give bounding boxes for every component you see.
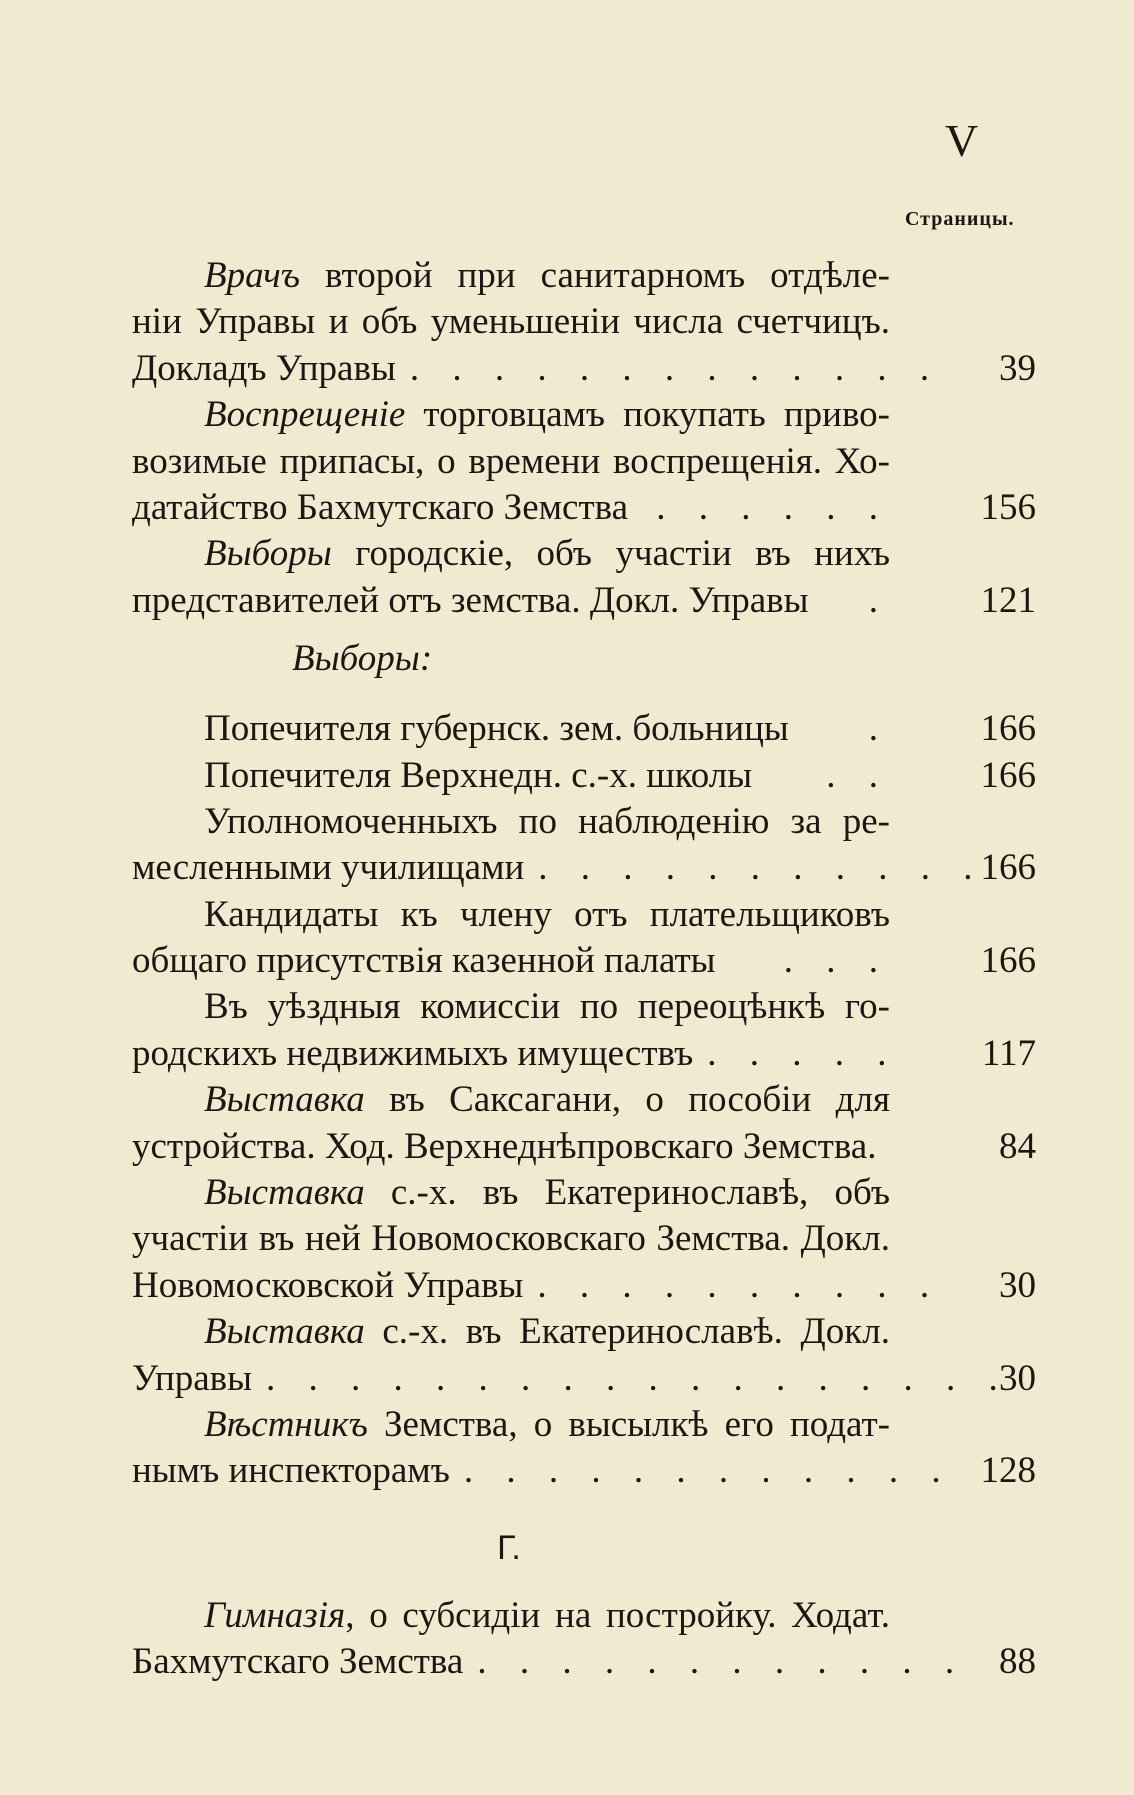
entry-line bbox=[132, 1356, 1036, 1402]
page-reference: 166 bbox=[980, 940, 1036, 982]
entry-text-body: ніи Управы и объ уменьшеніи числа счетчицъ. bbox=[132, 301, 890, 343]
entry-line bbox=[132, 1216, 1036, 1262]
dot-leader: . bbox=[868, 708, 890, 750]
entry-text-body: торговцамъ покупать приво- bbox=[405, 394, 890, 436]
entry-line bbox=[132, 984, 1036, 1030]
entry-text-body: городскіе, объ участіи въ нихъ bbox=[331, 533, 890, 575]
entry-text bbox=[132, 1593, 890, 1639]
page-reference: 166 bbox=[980, 847, 1036, 889]
entry-keyword: Выборы bbox=[204, 533, 332, 575]
entry-text-body: Попечителя губернск. зем. больницы bbox=[204, 708, 789, 750]
entry-text-body: Земства, о высылкѣ его подат- bbox=[367, 1403, 890, 1445]
entry-text-body: возимые припасы, о времени воспрещенія. Хо- bbox=[132, 440, 890, 482]
dot-leader: . . . bbox=[783, 940, 890, 982]
entry-line bbox=[132, 892, 1036, 938]
index-entry bbox=[132, 1402, 1036, 1495]
section-letter: Г. bbox=[497, 1528, 521, 1567]
entry-keyword: Врачъ bbox=[204, 255, 300, 296]
page-reference: 156 bbox=[980, 486, 1036, 528]
entry-line bbox=[132, 1448, 1036, 1494]
dot-leader: . . . . . . . . . . . bbox=[538, 847, 985, 889]
entry-text bbox=[132, 578, 890, 624]
dot-leader: . . bbox=[826, 754, 890, 796]
dot-leader: . . . . . . . . . . . . . bbox=[409, 347, 942, 389]
entry-keyword: Вѣстникъ bbox=[204, 1403, 368, 1445]
dot-leader: . . . . . . . . . . . . bbox=[477, 1641, 967, 1683]
index-entry bbox=[132, 392, 1036, 531]
page-reference: 30 bbox=[999, 1357, 1036, 1399]
entry-text-body: Новомосковской Управы bbox=[132, 1264, 524, 1306]
entry-text-body: второй при санитарномъ отдѣле- bbox=[299, 255, 890, 296]
entry-line bbox=[132, 706, 1036, 752]
page-number: V bbox=[945, 115, 979, 166]
dot-leader: . bbox=[868, 579, 890, 621]
entry-text bbox=[132, 253, 890, 299]
entry-text bbox=[132, 984, 890, 1030]
entry-line bbox=[132, 1402, 1036, 1448]
dot-leader: . . . . . . . . . . bbox=[537, 1264, 942, 1306]
entry-line bbox=[132, 299, 1036, 345]
index-entry bbox=[132, 531, 1036, 624]
dot-leader: . . . . . . . . . . . . bbox=[463, 1450, 953, 1492]
entry-line bbox=[132, 346, 1036, 392]
page-reference: 30 bbox=[999, 1264, 1036, 1306]
entry-text-body: Бахмутскаго Земства bbox=[132, 1641, 464, 1683]
section-heading-text: Выборы: bbox=[292, 638, 433, 680]
entry-text-body: Попечителя Верхнедн. с.-х. школы bbox=[204, 754, 753, 796]
entry-text-body: родскихъ недвижимыхъ имуществъ bbox=[132, 1032, 694, 1074]
entry-text bbox=[132, 531, 890, 577]
entry-keyword: Гимназія bbox=[204, 1594, 346, 1636]
page-reference: 88 bbox=[999, 1641, 1036, 1683]
entry-text-body: с.-х. въ Екатеринославѣ, объ bbox=[364, 1172, 890, 1214]
entry-line bbox=[132, 753, 1036, 799]
entry-line bbox=[132, 485, 1036, 531]
page-reference: 121 bbox=[980, 579, 1036, 621]
entry-line bbox=[132, 1077, 1036, 1123]
entry-text bbox=[132, 892, 890, 938]
entry-text bbox=[132, 299, 890, 345]
entry-line bbox=[132, 439, 1036, 485]
entry-line bbox=[132, 253, 1036, 299]
entry-text-body: датайство Бахмутскаго Земства bbox=[132, 486, 629, 528]
entry-text-body: Уполномоченныхъ по наблюденію за ре- bbox=[204, 800, 890, 842]
dot-leader: . . . . . . bbox=[656, 486, 890, 528]
entry-text bbox=[132, 1216, 890, 1262]
entry-line bbox=[132, 392, 1036, 438]
entry-line bbox=[132, 938, 1036, 984]
index-entry bbox=[132, 253, 1036, 392]
entry-line bbox=[132, 845, 1036, 891]
entry-keyword: Выставка bbox=[204, 1172, 365, 1214]
entry-text bbox=[132, 799, 890, 845]
index-entry bbox=[132, 753, 1036, 799]
entry-line bbox=[132, 578, 1036, 624]
entry-line bbox=[132, 531, 1036, 577]
entry-text-body: Докладъ Управы bbox=[132, 347, 396, 389]
page-reference: 166 bbox=[980, 754, 1036, 796]
section-heading bbox=[132, 636, 1036, 706]
entry-text bbox=[132, 392, 890, 438]
entry-line bbox=[132, 1263, 1036, 1309]
entry-line bbox=[132, 1031, 1036, 1077]
entry-text-body: устройства. Ход. Верхнеднѣпровскаго Земства. bbox=[132, 1125, 877, 1167]
entry-line bbox=[132, 1124, 1036, 1170]
page-reference: 128 bbox=[980, 1450, 1036, 1492]
entry-keyword: Выставка bbox=[204, 1311, 365, 1353]
entry-text-body: участіи въ ней Новомосковскаго Земства. Докл. bbox=[132, 1218, 890, 1260]
index-entry bbox=[132, 1170, 1036, 1309]
page-reference: 166 bbox=[980, 708, 1036, 750]
entry-text bbox=[132, 1309, 890, 1355]
index-entry bbox=[132, 1593, 1036, 1686]
entry-line bbox=[132, 1309, 1036, 1355]
entry-text bbox=[132, 1124, 890, 1170]
entry-text-body: с.-х. въ Екатеринославѣ. Докл. bbox=[364, 1311, 890, 1353]
index-entry bbox=[132, 984, 1036, 1077]
entry-text-body: месленными училищами bbox=[132, 847, 525, 889]
page-reference: 39 bbox=[999, 347, 1036, 389]
entry-text-body: представителей отъ земства. Докл. Управы bbox=[132, 579, 809, 621]
entry-text-body: Кандидаты къ члену отъ плательщиковъ bbox=[204, 893, 890, 935]
entry-text-body: Управы bbox=[132, 1357, 252, 1399]
entry-line bbox=[132, 1639, 1036, 1685]
entry-text bbox=[132, 706, 890, 752]
dot-leader: . . . . . bbox=[707, 1032, 899, 1074]
index-entry bbox=[132, 1077, 1036, 1170]
entry-text-body: нымъ инспекторамъ bbox=[132, 1450, 450, 1492]
entry-keyword: Выставка bbox=[204, 1079, 365, 1121]
entry-line bbox=[132, 1593, 1036, 1639]
index-entries bbox=[132, 253, 1036, 1686]
pages-column-header: Страницы. bbox=[905, 208, 1015, 230]
entry-text-body: , о субсидіи на постройку. Ходат. bbox=[345, 1594, 890, 1636]
entry-text bbox=[132, 1170, 890, 1216]
entry-text bbox=[132, 1077, 890, 1123]
index-entry bbox=[132, 706, 1036, 752]
index-entry bbox=[132, 799, 1036, 892]
entry-text-body: въ Саксагани, о пособіи для bbox=[364, 1079, 890, 1121]
index-entry bbox=[132, 1309, 1036, 1402]
dot-leader: . . . . . . . . . . . . . . . . . . bbox=[266, 1357, 1010, 1399]
entry-text bbox=[132, 439, 890, 485]
index-entry bbox=[132, 892, 1036, 985]
page-reference: 117 bbox=[981, 1032, 1036, 1074]
entry-keyword: Воспрещеніе bbox=[204, 394, 406, 436]
entry-text bbox=[132, 1402, 890, 1448]
entry-line bbox=[132, 1170, 1036, 1216]
entry-text-body: Въ уѣздныя комиссіи по переоцѣнкѣ го- bbox=[204, 986, 890, 1028]
entry-text-body: общаго присутствія казенной палаты bbox=[132, 940, 716, 982]
entry-line bbox=[132, 799, 1036, 845]
page-reference: 84 bbox=[999, 1125, 1036, 1167]
